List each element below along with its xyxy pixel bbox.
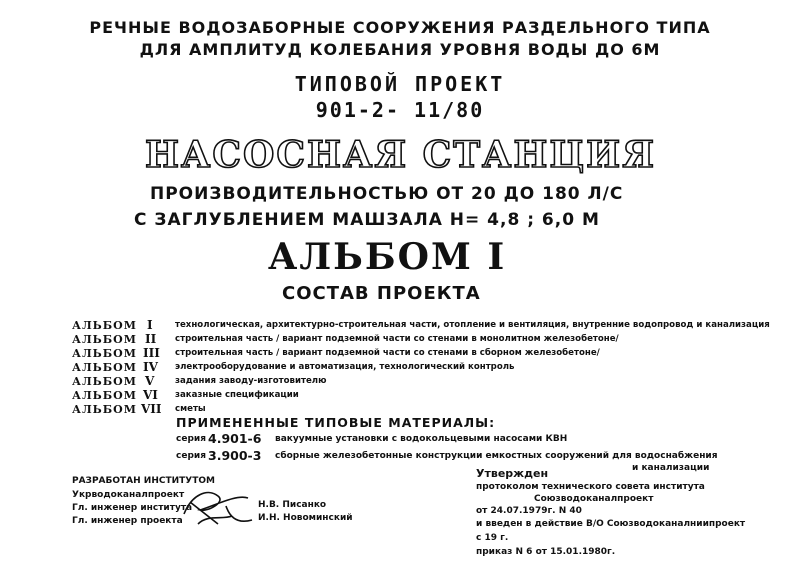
album-description: строительная часть / вариант подземной части со стенами в монолитном железобетоне/	[175, 334, 619, 344]
album-number: VII	[141, 402, 162, 416]
series-code: 3.900-3	[208, 448, 262, 463]
series-prefix: серия	[176, 434, 206, 444]
main-title: НАСОСНАЯ СТАНЦИЯ	[145, 134, 656, 176]
album-label: АЛЬБОМ	[72, 389, 137, 402]
approval-order: приказ N 6 от 15.01.1980г.	[476, 547, 616, 557]
album-description: электрооборудование и автоматизация, технологический контроль	[175, 362, 515, 372]
album-label: АЛЬБОМ	[72, 347, 137, 360]
approval-from: с 19 г.	[476, 533, 509, 543]
developer-name-2: И.Н. Новоминский	[258, 513, 353, 523]
series-code: 4.901-6	[208, 431, 262, 446]
album-description: заказные спецификации	[175, 390, 299, 400]
header-line-1: РЕЧНЫЕ ВОДОЗАБОРНЫЕ СООРУЖЕНИЯ РАЗДЕЛЬНОГО ТИПА	[89, 18, 711, 37]
series-description: вакуумные установки с водокольцевыми насосами КВН	[275, 434, 568, 444]
composition-title: СОСТАВ ПРОЕКТА	[282, 283, 481, 304]
album-label: АЛЬБОМ	[72, 403, 137, 416]
album-title: АЛЬБОМ I	[268, 236, 507, 278]
developer-line-1: РАЗРАБОТАН ИНСТИТУТОМ	[72, 476, 215, 486]
project-type: ТИПОВОЙ ПРОЕКТ	[294, 72, 506, 96]
series-prefix: серия	[176, 451, 206, 461]
series-description: сборные железобетонные конструкции емкостных сооружений для водоснабжения	[275, 451, 718, 461]
album-number: V	[145, 374, 155, 388]
header-line-2: ДЛЯ АМПЛИТУД КОЛЕБАНИЯ УРОВНЯ ВОДЫ ДО 6М	[139, 40, 661, 59]
developer-role-2: Гл. инженер проекта	[72, 516, 183, 526]
album-number: VI	[143, 388, 158, 402]
approval-enacted: и введен в действие В/О Союзводоканалниипроект	[476, 519, 746, 529]
album-number: II	[145, 332, 157, 346]
album-description: сметы	[175, 404, 206, 414]
approval-line-1: протоколом технического совета института	[476, 482, 705, 492]
capacity-line: ПРОИЗВОДИТЕЛЬНОСТЬЮ ОТ 20 ДО 180 Л/С	[150, 184, 624, 204]
album-label: АЛЬБОМ	[72, 361, 137, 374]
album-label: АЛЬБОМ	[72, 319, 137, 332]
series-description-cont: и канализации	[632, 463, 710, 473]
album-number: III	[143, 346, 160, 360]
album-description: задания заводу-изготовителю	[175, 376, 327, 386]
project-number: 901-2- 11/80	[315, 98, 485, 122]
approval-date: от 24.07.1979г. N 40	[476, 506, 582, 516]
developer-role-1: Гл. инженер института	[72, 503, 193, 513]
approval-institute: Союзводоканалпроект	[534, 494, 654, 504]
album-label: АЛЬБОМ	[72, 333, 137, 346]
album-number: I	[147, 318, 153, 332]
album-label: АЛЬБОМ	[72, 375, 137, 388]
depth-line: С ЗАГЛУБЛЕНИЕМ МАШЗАЛА Н= 4,8 ; 6,0 М	[134, 210, 600, 230]
album-description: технологическая, архитектурно-строительная части, отопление и вентиляция, внутренние водопровод и канализация	[175, 320, 770, 330]
materials-title: ПРИМЕНЕННЫЕ ТИПОВЫЕ МАТЕРИАЛЫ:	[176, 415, 496, 430]
developer-name-1: Н.В. Писанко	[258, 500, 327, 510]
signature-image	[178, 484, 258, 534]
approval-title: Утвержден	[476, 467, 549, 480]
album-description: строительная часть / вариант подземной части со стенами в сборном железобетоне/	[175, 348, 600, 358]
album-number: IV	[143, 360, 158, 374]
developer-institute: Укрводоканалпроект	[72, 490, 185, 500]
